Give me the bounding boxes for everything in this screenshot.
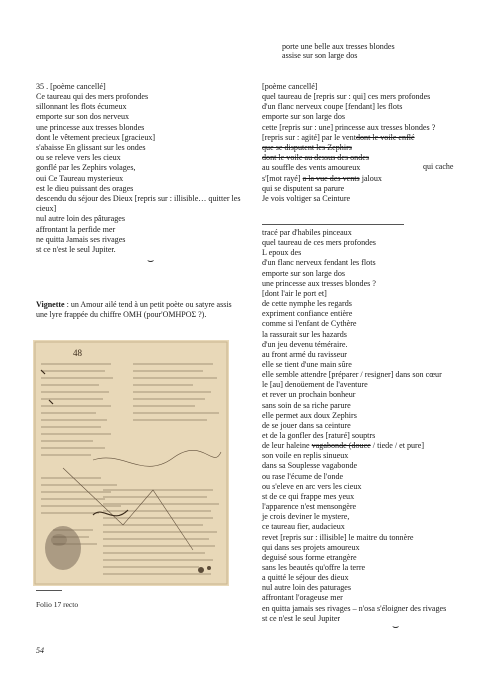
right-poem-line <box>262 472 343 482</box>
line-text: ce taureau fier, audacieux <box>262 522 345 532</box>
left-poem-line: emporte sur son dos nerveux <box>36 112 130 122</box>
line-text: [dont l'air le port et] <box>262 288 327 298</box>
line-text: a quitté le séjour des dieux <box>262 573 349 583</box>
right-poem-line <box>262 269 345 279</box>
top-note-line: assise sur son large dos <box>282 51 358 60</box>
struck-text: dont le voile enflé <box>355 132 415 142</box>
right-poem-line <box>262 102 402 112</box>
section-rule <box>262 224 404 225</box>
right-poem-line <box>262 133 415 143</box>
left-poem-line: cieux] <box>36 204 57 214</box>
line-text: le [au] denoüement de l'aventure <box>262 380 368 390</box>
right-poem-line <box>262 248 301 258</box>
line-text: qui se disputent sa parure <box>262 183 345 193</box>
right-poem-line <box>262 411 357 421</box>
struck-text: a la vue des vents <box>302 173 360 183</box>
vignette-label: Vignette <box>36 300 65 309</box>
left-poem-line: sillonnant les flots écumeux <box>36 102 127 112</box>
right-poem-line <box>262 482 361 492</box>
right-poem-line <box>262 112 345 122</box>
line-text: st ce n'est le seul Jupiter <box>262 613 341 623</box>
line-text: qui dans ses projets amoureux <box>262 542 360 552</box>
struck-text: que se disputent les Zephirs <box>262 143 352 152</box>
line-text: quel taureau de ces mers profondes <box>262 238 376 248</box>
struck-text: dont le voile au dessus des ondes <box>262 153 370 163</box>
line-text: L epoux des <box>262 248 302 258</box>
line-text: d'un flanc nerveux coupe [fendant] les flots <box>262 102 403 112</box>
left-poem-line: gonflé par les Zephirs volages, <box>36 163 136 173</box>
right-poem-line <box>262 228 352 238</box>
line-text: de leur haleine <box>262 441 312 451</box>
right-poem-line <box>262 238 376 248</box>
right-poem-line <box>262 451 348 461</box>
right-poem-line <box>262 184 344 194</box>
line-text: sans les beautés qu'offre la terre <box>262 562 366 572</box>
right-poem-line <box>262 492 354 502</box>
line-text: expriment confiance entière <box>262 309 353 319</box>
left-poem-line: est le dieu puissant des orages <box>36 183 134 193</box>
tilde-mark: ⌣ <box>392 621 400 633</box>
manuscript-number: 48 <box>73 348 82 358</box>
folio-label: Folio 17 recto <box>36 600 79 609</box>
right-poem-line <box>262 360 352 370</box>
right-poem-line <box>262 583 351 593</box>
line-text: comme si l'enfant de Cythère <box>262 319 357 329</box>
line-text: sans soin de sa riche parure <box>262 400 351 410</box>
line-text: deguisé sous forme etrangère <box>262 552 357 562</box>
line-text: de cette nymphe les regards <box>262 299 352 309</box>
tilde-mark: ⌣ <box>147 255 155 267</box>
line-text: s'[mot rayé] <box>262 173 303 183</box>
right-poem-line <box>262 593 343 603</box>
vignette-caption-line1 <box>36 300 232 310</box>
left-poem-line: descendu du séjour des Dieux [repris sur : illisible… quitter les <box>36 194 241 203</box>
line-text: nul autre loin des paturages <box>262 583 352 593</box>
right-poem-line <box>262 553 357 563</box>
right-poem-line <box>262 350 347 360</box>
line-text-after: / tiede / et pure] <box>370 441 425 451</box>
manuscript-image <box>33 340 229 586</box>
right-poem-line <box>262 340 348 350</box>
line-text: elle semble attendre [préparer / resigner] dans son cœur <box>262 370 442 380</box>
left-poem-line: nul autre loin des pâturages <box>36 214 126 224</box>
line-text: affrontant l'orageuse mer <box>262 593 343 603</box>
right-poem-line <box>262 319 357 329</box>
right-poem-line <box>262 421 351 431</box>
line-text: la rassurait sur les hazards <box>262 329 347 339</box>
line-text: et rever un prochain bonheur <box>262 390 356 400</box>
line-text: elle permet aux doux Zephirs <box>262 410 357 420</box>
right-poem-line <box>262 401 351 411</box>
line-text: ou rase l'écume de l'onde <box>262 471 344 481</box>
right-poem-line <box>262 512 349 522</box>
line-text: et de la gonfler des [raturé] souptrs <box>262 431 376 440</box>
line-text: de se jouer dans sa ceinture <box>262 420 351 430</box>
line-text: d'un flanc nerveux fendant les flots <box>262 258 376 268</box>
top-note-line: porte une belle aux tresses blondes <box>282 42 395 51</box>
line-text: je crois deviner le mystere, <box>262 512 350 522</box>
struck-text: vagabonde (douce <box>311 441 371 451</box>
right-poem-line <box>262 289 327 299</box>
right-poem-line <box>262 194 350 204</box>
page-number: 54 <box>36 646 44 655</box>
right-poem-heading: [poème cancellé] <box>262 82 318 91</box>
right-poem-line <box>262 563 365 573</box>
manuscript-facsimile <box>33 340 229 586</box>
left-poem-line: une princesse aux tresses blondes <box>36 122 145 132</box>
line-text: emporte sur son large dos <box>262 112 346 122</box>
left-poem-line: oui Ce Taureau mysterieux <box>36 173 124 183</box>
right-poem-line <box>262 543 360 553</box>
line-text: st de ce qui frappe mes yeux <box>262 491 355 501</box>
right-poem-line <box>262 123 435 133</box>
right-poem-line <box>262 153 369 163</box>
right-poem-line <box>262 370 442 380</box>
right-poem-line <box>262 431 375 441</box>
left-poem-line: ou se releve vers les cieux <box>36 153 121 163</box>
line-text: au souffle des vents amoureux <box>262 163 361 173</box>
right-poem-line <box>262 299 352 309</box>
caption-rule <box>36 590 62 591</box>
right-poem-line <box>262 380 368 390</box>
vignette-caption-line2: une lyre frappée du chiffre ΟΜΗ (pour'ΟΜΗΡΟΣ ?). <box>36 310 207 319</box>
right-poem-line <box>262 309 352 319</box>
right-poem-line <box>262 279 376 289</box>
right-poem-line <box>262 330 347 340</box>
line-text: quel taureau de [repris sur : qui] ces mers profondes <box>262 92 431 101</box>
right-poem-line <box>262 533 413 543</box>
line-text: en quitta jamais ses rivages – n'osa s'éloigner des rivages <box>262 603 447 613</box>
right-poem-line <box>262 258 376 268</box>
line-text: dans sa Souplesse vagabonde <box>262 461 358 471</box>
line-text: ou s'eleve en arc vers les cieux <box>262 481 362 491</box>
left-poem-line: ne quitta Jamais ses rivages <box>36 234 126 244</box>
right-poem-line <box>262 92 430 102</box>
right-poem-line <box>262 502 356 512</box>
left-poem-line: Ce taureau qui des mers profondes <box>36 92 149 101</box>
right-poem-line <box>262 390 356 400</box>
right-poem-line <box>262 461 357 471</box>
line-text-after: jaloux <box>359 173 382 183</box>
line-text: elle se tient d'une main sûre <box>262 359 352 369</box>
line-text: revet [repris sur : illisible] le maitre du tonnère <box>262 532 414 542</box>
left-poem-line: dont le vêtement precieux [gracieux] <box>36 132 156 142</box>
margin-note: qui cache <box>423 162 454 171</box>
right-poem-line <box>262 604 446 614</box>
vignette-text: : un Amour ailé tend à un petit poète ou satyre assis <box>64 300 232 309</box>
left-poem-heading: 35 . [poème cancellé] <box>36 82 106 91</box>
line-text: cette [repris sur : une] princesse aux tresses blondes ? <box>262 122 436 132</box>
line-text: au front armé du ravisseur <box>262 349 347 359</box>
line-text: tracé par d'habiles pinceaux <box>262 228 352 237</box>
left-poem-line: affrontant la perfide mer <box>36 224 116 234</box>
right-poem-line <box>262 163 360 173</box>
line-text: une princesse aux tresses blondes ? <box>262 278 376 288</box>
right-poem-line <box>262 522 345 532</box>
line-text: d'un jeu devenu téméraire. <box>262 339 348 349</box>
line-text: Je vois voltiger sa Ceinture <box>262 194 351 203</box>
left-poem-line: st ce n'est le seul Jupiter. <box>36 245 116 254</box>
left-poem-line: s'abaisse En glissant sur les ondes <box>36 143 146 152</box>
right-poem-line <box>262 174 382 184</box>
line-text: [repris sur : agité] par le vent <box>262 132 356 142</box>
line-text: emporte sur son large dos <box>262 268 346 278</box>
right-poem-line <box>262 143 352 153</box>
right-poem-line <box>262 441 424 451</box>
line-text: l'apparence n'est mensongère <box>262 502 357 512</box>
right-poem-line <box>262 573 349 583</box>
right-poem-line <box>262 614 340 624</box>
line-text: son voile en replis sinueux <box>262 451 349 461</box>
